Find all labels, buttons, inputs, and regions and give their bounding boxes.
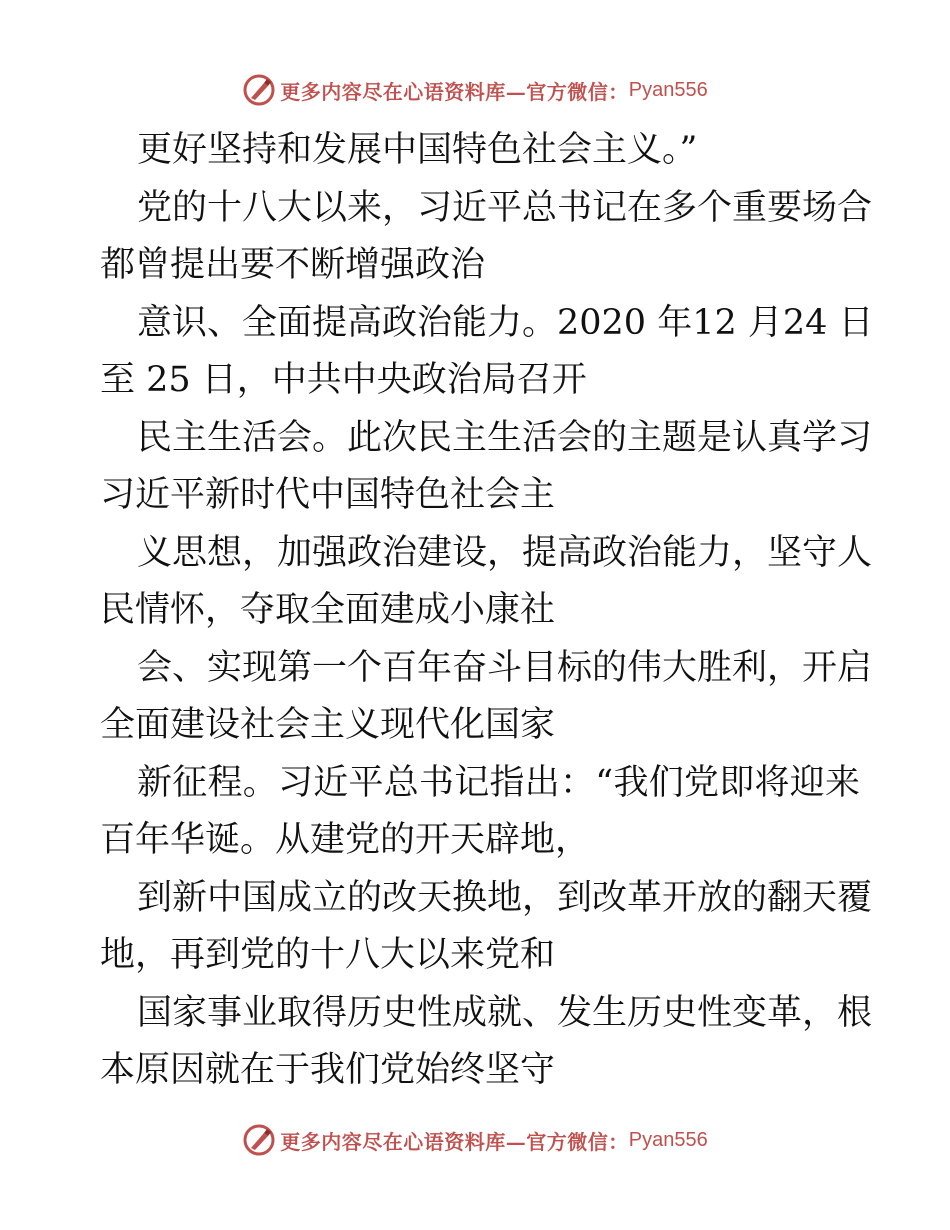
text-line: 意识、全面提高政治能力。2020 年12 月24 日 (137, 302, 874, 343)
text-line: 全面建设社会主义现代化国家 (100, 705, 556, 745)
text-line: 都曾提出要不断增强政治 (100, 245, 486, 285)
text-line: 会、实现第一个百年奋斗目标的伟大胜利，开启 (137, 647, 873, 688)
text-line: 本原因就在于我们党始终坚守 (100, 1050, 556, 1090)
text-line: 新征程。习近平总书记指出：“我们党即将迎来 (137, 762, 860, 803)
document-body (100, 122, 874, 1100)
text-line: 党的十八大以来，习近平总书记在多个重要场合 (137, 187, 873, 228)
text-line: 至 25 日，中共中央政治局召开 (100, 360, 587, 400)
watermark-text: 更多内容尽在心语资料库—官方微信： (280, 79, 629, 104)
text-line: 国家事业取得历史性成就、发生历史性变革，根 (137, 992, 873, 1033)
text-line: 民情怀，夺取全面建成小康社 (100, 590, 556, 630)
text-line: 民主生活会。此次民主生活会的主题是认真学习 (137, 417, 873, 458)
text-line: 义思想，加强政治建设，提高政治能力，坚守人 (137, 532, 873, 573)
text-line: 百年华诞。从建党的开天辟地， (100, 820, 591, 860)
footer-watermark (0, 1120, 950, 1160)
text-line: 更好坚持和发展中国特色社会主义。” (137, 130, 698, 170)
header-watermark (0, 70, 950, 110)
text-line: 习近平新时代中国特色社会主 (100, 475, 556, 515)
pen-circle-logo-icon (242, 1123, 276, 1157)
text-line: 地，再到党的十八大以来党和 (100, 935, 556, 975)
watermark-handle: Pyan556 (628, 1128, 708, 1151)
watermark-text: 更多内容尽在心语资料库—官方微信： (280, 1129, 629, 1154)
pen-circle-logo-icon (242, 73, 276, 107)
watermark-handle: Pyan556 (628, 78, 708, 101)
text-line: 到新中国成立的改天换地，到改革开放的翻天覆 (137, 877, 873, 918)
